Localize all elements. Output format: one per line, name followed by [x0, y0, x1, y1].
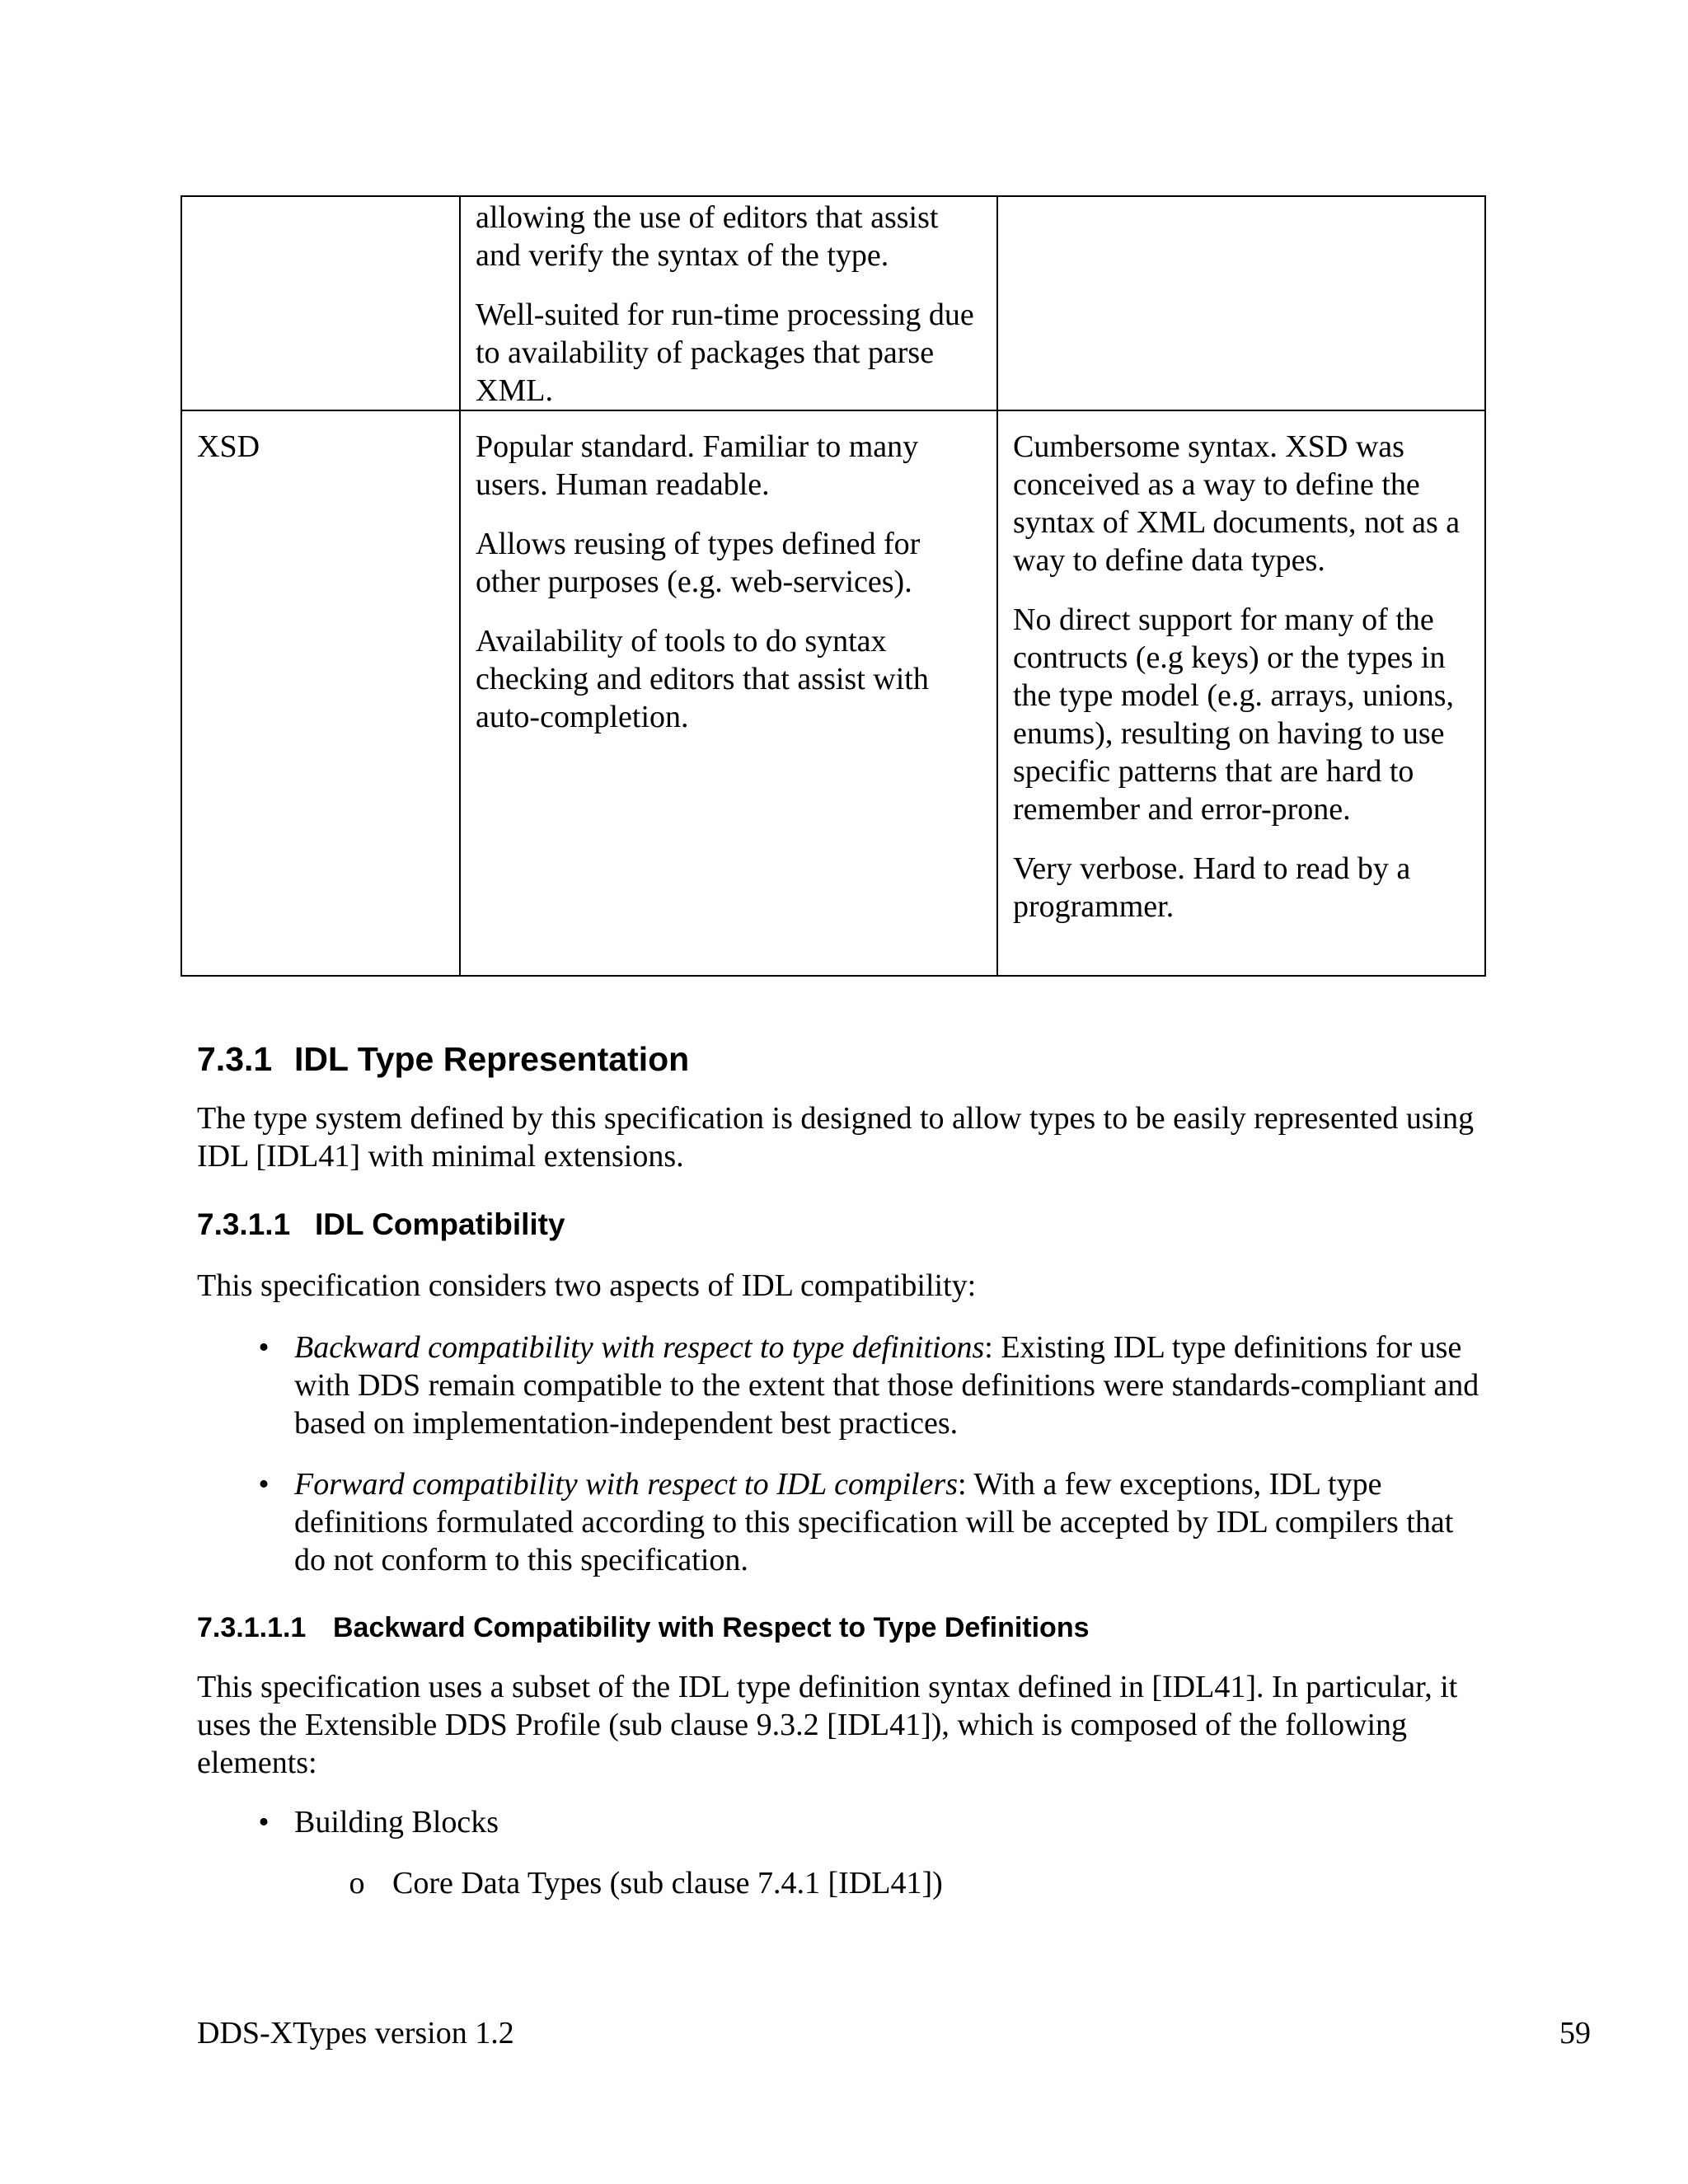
- cell-paragraph: Well-suited for run-time processing due to availability of packages that parse XML.: [476, 298, 974, 408]
- section-paragraph: This specification uses a subset of the IDL type definition syntax defined in [IDL41]. In particular, it uses the Extensible DDS Profile (sub clause 9.3.2 [IDL41]), which is composed of the following elements:: [197, 1670, 1458, 1780]
- bullet-text: : With a few exceptions, IDL type definitions formulated according to this specification will be accepted by IDL compilers that do not conform to this specification.: [294, 1467, 1454, 1577]
- section-paragraph: This specification considers two aspects of IDL compatibility:: [197, 1268, 977, 1303]
- section-heading-7-3-1: [197, 1039, 689, 1079]
- bullet-lead: Forward compatibility with respect to IDL compilers: [294, 1467, 958, 1502]
- sub-list-item: [349, 1864, 1381, 1902]
- section-title: Backward Compatibility with Respect to Type Definitions: [333, 1612, 1090, 1643]
- table-row: [181, 196, 1485, 410]
- table-cell-advantages: [460, 196, 997, 410]
- footer-page-number: 59: [1559, 2016, 1591, 2050]
- section-number: 7.3.1: [197, 1040, 273, 1078]
- table-cell-disadvantages: [997, 410, 1485, 976]
- cell-paragraph: Availability of tools to do syntax checking and editors that assist with auto-completion.: [476, 624, 929, 734]
- section-number: 7.3.1.1.1: [197, 1612, 307, 1643]
- bullet-lead: Backward compatibility with respect to type definitions: [294, 1330, 985, 1365]
- compatibility-bullet-list: [258, 1329, 1485, 1579]
- table-cell-disadvantages: [997, 196, 1485, 410]
- cell-paragraph: No direct support for many of the contructs (e.g keys) or the types in the type model (e.g. arrays, unions, enums), resulting on having to use specific patterns that are hard to remember and error-prone.: [1013, 602, 1455, 827]
- bullet-text: Core Data Types (sub clause 7.4.1 [IDL41]): [392, 1866, 943, 1900]
- bullet-text: Building Blocks: [294, 1805, 499, 1840]
- section-heading-7-3-1-1: [197, 1207, 565, 1243]
- list-item: [258, 1329, 1485, 1442]
- cell-paragraph: allowing the use of editors that assist and verify the syntax of the type.: [476, 200, 939, 273]
- bullet-text: : Existing IDL type definitions for use with DDS remain compatible to the extent that those definitions were standards-compliant and based on implementation-independent best practices.: [294, 1330, 1479, 1441]
- cell-paragraph: Very verbose. Hard to read by a programmer.: [1013, 851, 1411, 924]
- cell-paragraph: Popular standard. Familiar to many users. Human readable.: [476, 429, 919, 502]
- table-row: [181, 410, 1485, 976]
- sub-bullet-icon: o: [349, 1866, 365, 1900]
- list-item: [258, 1803, 1283, 1841]
- section-title: IDL Type Representation: [294, 1040, 690, 1078]
- section-heading-7-3-1-1-1: [197, 1611, 1090, 1644]
- bullet-icon: •: [258, 1467, 270, 1502]
- section-paragraph: The type system defined by this specification is designed to allow types to be easily represented using IDL [IDL41] with minimal extensions.: [197, 1101, 1475, 1174]
- list-item: [258, 1465, 1485, 1579]
- bullet-icon: •: [258, 1330, 270, 1365]
- bullet-icon: •: [258, 1805, 270, 1840]
- section-number: 7.3.1.1: [197, 1207, 291, 1241]
- cell-paragraph: Cumbersome syntax. XSD was conceived as a way to define the syntax of XML documents, not as a way to define data types.: [1013, 429, 1461, 578]
- table-cell-advantages: [460, 410, 997, 976]
- type-representation-comparison-table: [181, 195, 1486, 977]
- cell-paragraph: Allows reusing of types defined for other purposes (e.g. web-services).: [476, 527, 921, 599]
- table-cell-representation: XSD: [181, 410, 460, 976]
- table-cell-representation: [181, 196, 460, 410]
- section-title: IDL Compatibility: [315, 1207, 565, 1241]
- footer-document-title: DDS-XTypes version 1.2: [197, 2016, 514, 2050]
